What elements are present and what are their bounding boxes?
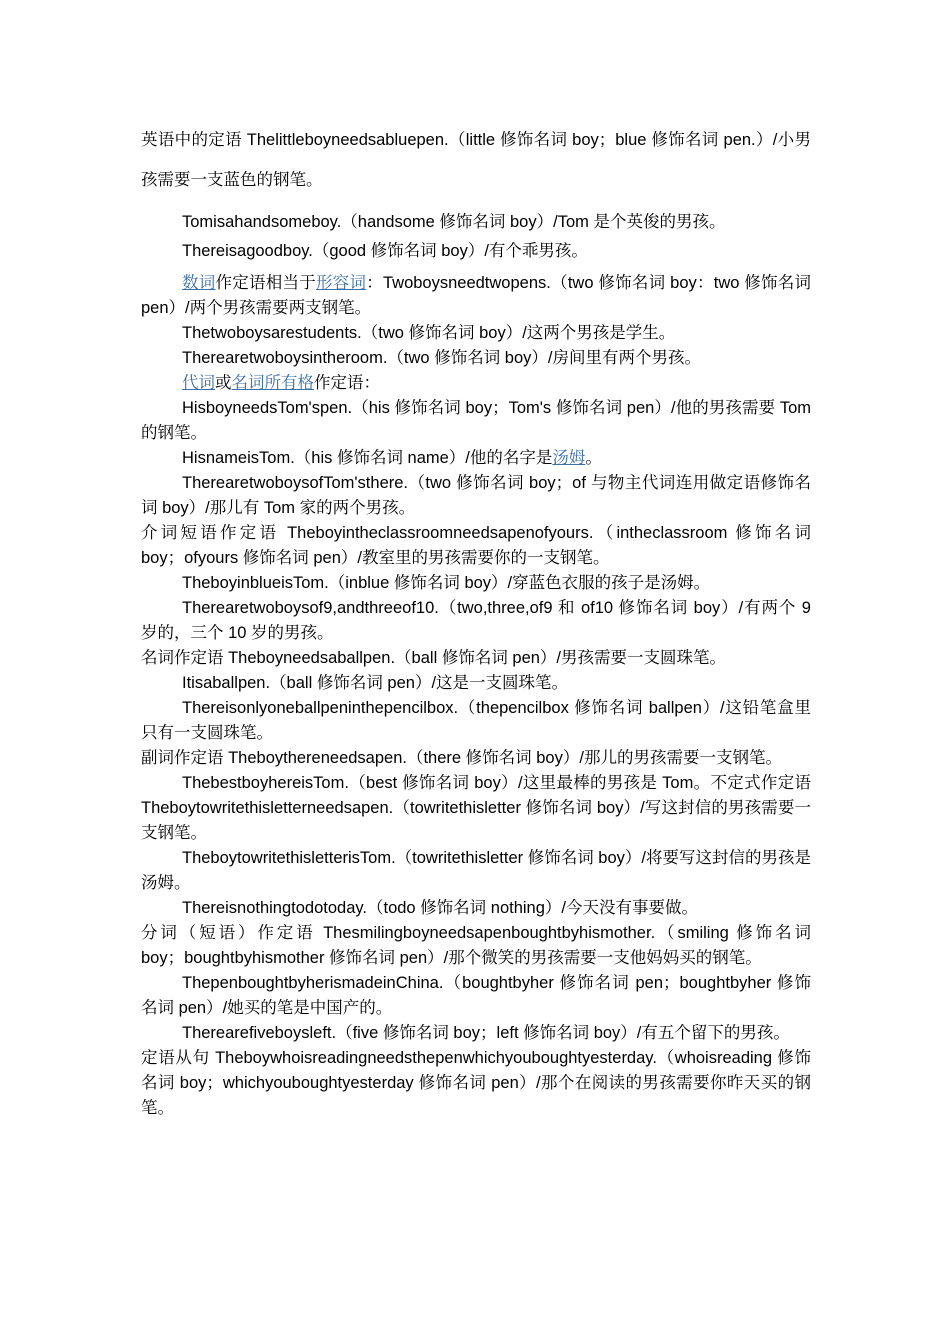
paragraph-example: Thetwoboysarestudents.（two 修饰名词 boy）/这两个男孩是学生。 bbox=[182, 324, 676, 342]
paragraph-participle: 分词（短语）作定语 Thesmilingboyneedsapenboughtbyhismother.（smiling 修饰名词 boy；boughtbyhismother 修饰名词 pen）/那个微笑的男孩需要一支他妈妈买的钢笔。 bbox=[141, 924, 811, 967]
paragraph-example: Therearetwoboysof9,andthreeof10.（two,three,of9 和 of10 修饰名词 boy）/有两个 9 岁的，三个 10 岁的男孩。 bbox=[141, 599, 811, 642]
paragraph-example: Therearefiveboysleft.（five 修饰名词 boy；left 修饰名词 boy）/有五个留下的男孩。 bbox=[182, 1024, 790, 1042]
document-body bbox=[141, 120, 811, 1121]
paragraph-noun: 名词作定语 Theboyneedsaballpen.（ball 修饰名词 pen）/男孩需要一支圆珠笔。 bbox=[141, 649, 727, 667]
link-tom[interactable]: 汤姆 bbox=[552, 449, 586, 467]
paragraph-example: Thereisagoodboy.（good 修饰名词 boy）/有个乖男孩。 bbox=[182, 242, 588, 260]
paragraph-attributive-clause: 定语从句 Theboywhoisreadingneedsthepenwhichyouboughtyesterday.（whoisreading 修饰名词 boy；whichyouboughtyesterday 修饰名词 pen）/那个在阅读的男孩需要你昨天买的钢笔。 bbox=[141, 1049, 811, 1117]
paragraph-intro: 英语中的定语 Thelittleboyneedsabluepen.（little 修饰名词 boy；blue 修饰名词 pen.）/小男孩需要一支蓝色的钢笔。 bbox=[141, 131, 811, 189]
paragraph-example: Thereisonlyoneballpeninthepencilbox.（thepencilbox 修饰名词 ballpen）/这铅笔盒里只有一支圆珠笔。 bbox=[141, 699, 811, 742]
paragraph-numeral-heading: 数词作定语相当于形容词：Twoboysneedtwopens.（two 修饰名词 boy：two 修饰名词 pen）/两个男孩需要两支钢笔。 bbox=[141, 274, 812, 317]
paragraph-adverb: 副词作定语 Theboythereneedsapen.（there 修饰名词 boy）/那儿的男孩需要一支钢笔。 bbox=[141, 749, 782, 767]
paragraph-example: TheboytowritethisletterisTom.（towritethisletter 修饰名词 boy）/将要写这封信的男孩是汤姆。 bbox=[141, 849, 811, 892]
link-numeral[interactable]: 数词 bbox=[182, 274, 216, 292]
paragraph-example: TherearetwoboysofTom'sthere.（two 修饰名词 boy；of 与物主代词连用做定语修饰名词 boy）/那儿有 Tom 家的两个男孩。 bbox=[141, 474, 811, 517]
link-possessive-noun[interactable]: 名词所有格 bbox=[231, 374, 314, 392]
paragraph-example: Therearetwoboysintheroom.（two 修饰名词 boy）/房间里有两个男孩。 bbox=[182, 349, 701, 367]
paragraph-pronoun-heading: 代词或名词所有格作定语： bbox=[182, 374, 380, 392]
paragraph-example: ThepenboughtbyherismadeinChina.（boughtbyher 修饰名词 pen；boughtbyher 修饰名词 pen）/她买的笔是中国产的。 bbox=[141, 974, 811, 1017]
paragraph-example: Tomisahandsomeboy.（handsome 修饰名词 boy）/Tom 是个英俊的男孩。 bbox=[182, 213, 726, 231]
paragraph-example: Thereisnothingtodotoday.（todo 修饰名词 nothing）/今天没有事要做。 bbox=[182, 899, 698, 917]
paragraph-example: ThebestboyhereisTom.（best 修饰名词 boy）/这里最棒的男孩是 Tom。不定式作定语 Theboytowritethisletterneedsapen.（towritethisletter 修饰名词 boy）/写这封信的男孩需要一支钢笔。 bbox=[141, 774, 811, 842]
link-pronoun[interactable]: 代词 bbox=[182, 374, 215, 392]
paragraph-example: Itisaballpen.（ball 修饰名词 pen）/这是一支圆珠笔。 bbox=[182, 674, 569, 692]
paragraph-example: HisboyneedsTom'spen.（his 修饰名词 boy；Tom's 修饰名词 pen）/他的男孩需要 Tom 的钢笔。 bbox=[141, 399, 811, 442]
paragraph-prep-phrase: 介词短语作定语 Theboyintheclassroomneedsapenofyours.（intheclassroom 修饰名词 boy；ofyours 修饰名词 pen）/教室里的男孩需要你的一支钢笔。 bbox=[141, 524, 811, 567]
link-adjective[interactable]: 形容词 bbox=[315, 274, 367, 292]
paragraph-example: TheboyinblueisTom.（inblue 修饰名词 boy）/穿蓝色衣服的孩子是汤姆。 bbox=[182, 574, 711, 592]
paragraph-example: HisnameisTom.（his 修饰名词 name）/他的名字是汤姆。 bbox=[182, 449, 602, 467]
